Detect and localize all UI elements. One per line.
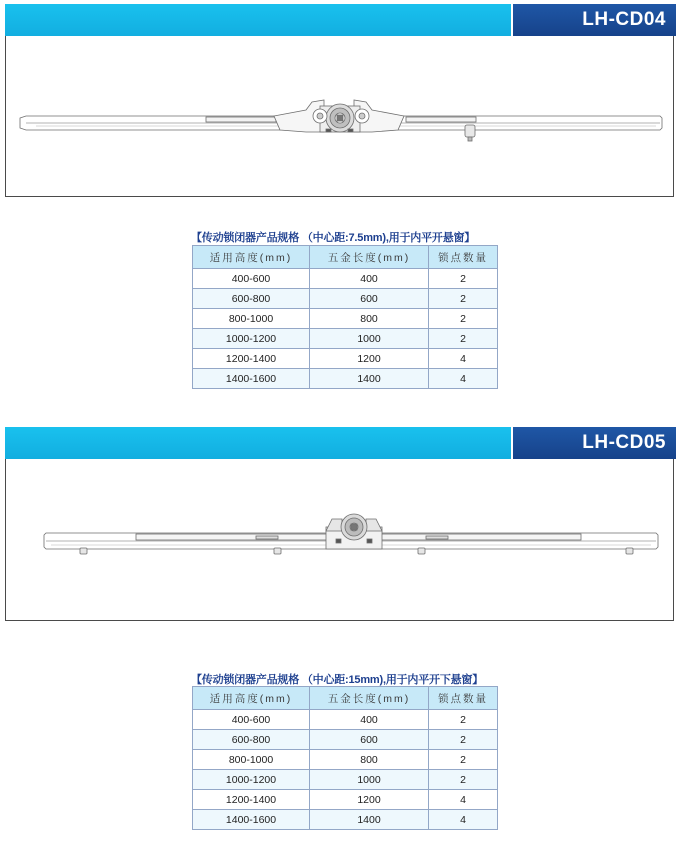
table-header-row: [193, 246, 498, 269]
model-banner-cd05: [5, 427, 676, 459]
model-label: LH-CD05: [513, 427, 676, 459]
model-label: LH-CD04: [513, 4, 676, 36]
table-row: [193, 750, 498, 770]
cell-height: 600-800: [193, 289, 310, 309]
col-header-height: 适用高度(mm): [193, 246, 310, 269]
cell-lock-points: 4: [429, 369, 498, 389]
cell-lock-points: 2: [429, 329, 498, 349]
table-row: [193, 770, 498, 790]
cell-lock-points: 2: [429, 289, 498, 309]
cell-lock-points: 2: [429, 309, 498, 329]
col-header-height: 适用高度(mm): [193, 687, 310, 710]
cell-height: 800-1000: [193, 309, 310, 329]
table-row: [193, 329, 498, 349]
cell-lock-points: 4: [429, 810, 498, 830]
cell-length: 400: [310, 269, 429, 289]
cell-lock-points: 4: [429, 349, 498, 369]
cell-lock-points: 4: [429, 790, 498, 810]
col-header-lock-points: 锁点数量: [429, 246, 498, 269]
cell-height: 1200-1400: [193, 349, 310, 369]
cell-lock-points: 2: [429, 770, 498, 790]
spec-table-cd04: [192, 245, 498, 389]
spec-title-cd04: 【传动锁闭器产品规格 （中心距:7.5mm),用于内平开悬窗】: [191, 232, 476, 244]
cell-lock-points: 2: [429, 710, 498, 730]
table-row: [193, 710, 498, 730]
transmission-lock-bar-drawing: [6, 36, 673, 196]
cell-height: 1400-1600: [193, 810, 310, 830]
cell-height: 600-800: [193, 730, 310, 750]
cell-height: 1200-1400: [193, 790, 310, 810]
cell-length: 1000: [310, 770, 429, 790]
cell-lock-points: 2: [429, 269, 498, 289]
cell-height: 1000-1200: [193, 329, 310, 349]
cell-height: 1400-1600: [193, 369, 310, 389]
cell-height: 800-1000: [193, 750, 310, 770]
cell-length: 400: [310, 710, 429, 730]
table-header-row: [193, 687, 498, 710]
col-header-length: 五金长度(mm): [310, 246, 429, 269]
cell-height: 400-600: [193, 269, 310, 289]
cell-length: 1200: [310, 349, 429, 369]
table-row: [193, 790, 498, 810]
col-header-length: 五金长度(mm): [310, 687, 429, 710]
cell-length: 600: [310, 730, 429, 750]
spec-title-cd05: 【传动锁闭器产品规格 （中心距:15mm),用于内平开下悬窗】: [191, 674, 484, 686]
table-row: [193, 810, 498, 830]
table-row: [193, 369, 498, 389]
cell-lock-points: 2: [429, 750, 498, 770]
spec-table-cd05: [192, 686, 498, 830]
cell-height: 400-600: [193, 710, 310, 730]
table-row: [193, 730, 498, 750]
cell-length: 1400: [310, 810, 429, 830]
table-row: [193, 349, 498, 369]
product-drawing-frame-cd05: [5, 459, 674, 621]
cell-length: 1200: [310, 790, 429, 810]
cell-height: 1000-1200: [193, 770, 310, 790]
banner-accent: [5, 427, 511, 459]
table-row: [193, 289, 498, 309]
col-header-lock-points: 锁点数量: [429, 687, 498, 710]
model-banner-cd04: [5, 4, 676, 36]
cell-length: 800: [310, 309, 429, 329]
table-row: [193, 309, 498, 329]
cell-lock-points: 2: [429, 730, 498, 750]
cell-length: 1400: [310, 369, 429, 389]
product-drawing-frame-cd04: [5, 36, 674, 197]
banner-accent: [5, 4, 511, 36]
cell-length: 1000: [310, 329, 429, 349]
cell-length: 600: [310, 289, 429, 309]
table-row: [193, 269, 498, 289]
cell-length: 800: [310, 750, 429, 770]
transmission-lock-bar-drawing: [6, 459, 673, 620]
